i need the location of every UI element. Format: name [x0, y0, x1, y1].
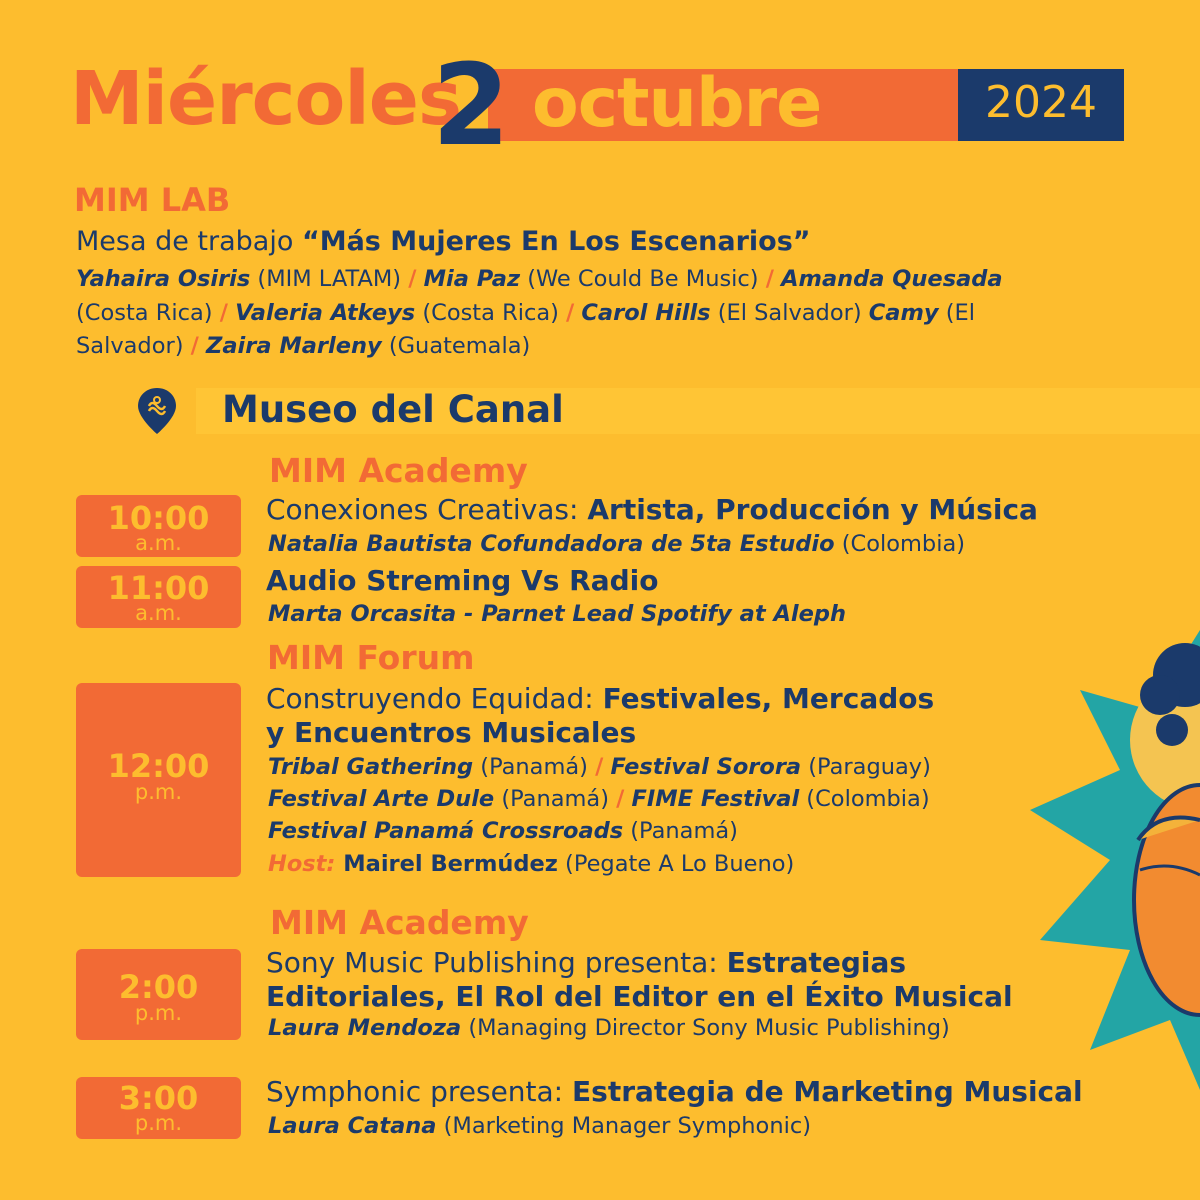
day-name: Miércoles	[70, 56, 461, 142]
person-name: Yahaira Osiris	[76, 266, 251, 292]
separator: /	[616, 786, 625, 812]
lab-people	[76, 263, 1076, 364]
lab-mesa-title: “Más Mujeres En Los Escenarios”	[301, 226, 811, 257]
person-name: Carol Hills	[581, 299, 711, 326]
host-label: Host:	[268, 851, 336, 877]
separator: /	[408, 266, 417, 292]
festival-name: Festival Panamá Crossroads	[268, 818, 624, 844]
host-line	[268, 848, 794, 881]
festival-line	[268, 815, 738, 848]
session-title	[266, 564, 659, 598]
festival-country: (Paraguay)	[801, 754, 931, 780]
lab-mesa-prefix: Mesa de trabajo	[76, 226, 302, 257]
session-title-bold: Editoriales, El Rol del Editor en el Éxito Musical	[266, 980, 1013, 1013]
festival-name: Tribal Gathering	[268, 754, 474, 780]
session-title-bold: Audio Streming Vs Radio	[266, 564, 659, 597]
illustration-figure-icon	[1000, 620, 1200, 1200]
person-org: (Costa Rica)	[415, 299, 567, 326]
session-title-bold: Festivales, Mercados	[602, 682, 935, 715]
speaker-org: (Marketing Manager Symphonic)	[436, 1113, 811, 1139]
person-name: Camy	[868, 299, 939, 326]
festival-line	[268, 751, 931, 784]
location-pin-icon	[136, 386, 178, 436]
festival-country: (Colombia)	[799, 786, 930, 812]
time-ampm: p.m.	[134, 1001, 183, 1025]
speaker-name: Laura Mendoza	[268, 1015, 462, 1041]
host-org: (Pegate A Lo Bueno)	[557, 851, 795, 877]
session-title-plain: Construyendo Equidad:	[266, 682, 603, 715]
year: 2024	[985, 77, 1097, 128]
section-mim-academy: MIM Academy	[269, 451, 528, 490]
time-ampm: a.m.	[135, 531, 182, 555]
session-title-line2	[266, 716, 636, 750]
person-org: (We Could Be Music)	[520, 266, 766, 292]
person-name: Zaira Marleny	[206, 333, 382, 359]
person-org: (MIM LATAM)	[250, 266, 409, 292]
session-title	[266, 1075, 1083, 1109]
lab-mesa	[76, 226, 811, 258]
session-speaker	[268, 528, 965, 561]
person-org: (El Salvador)	[76, 299, 975, 359]
section-mim-forum: MIM Forum	[267, 638, 475, 677]
person-name: Mia Paz	[423, 266, 521, 292]
separator: /	[765, 266, 774, 292]
session-title	[266, 946, 906, 980]
session-title-plain: Conexiones Creativas:	[266, 493, 588, 526]
festival-country: (Panamá)	[473, 754, 596, 780]
session-title	[266, 493, 1038, 527]
separator: /	[595, 754, 604, 780]
speaker-org: (Colombia)	[834, 531, 966, 557]
host-name: Mairel Bermúdez	[335, 851, 558, 877]
venue-name: Museo del Canal	[222, 388, 564, 431]
session-title-bold: y Encuentros Musicales	[266, 716, 637, 749]
speaker-name: Marta Orcasita - Parnet Lead Spotify at Aleph	[268, 601, 846, 627]
separator: /	[219, 299, 228, 326]
person-name: Valeria Atkeys	[235, 299, 416, 326]
section-mim-academy: MIM Academy	[270, 903, 529, 942]
festival-name: Festival Arte Dule	[268, 786, 495, 812]
time-ampm: p.m.	[134, 1111, 183, 1135]
speaker-org: (Managing Director Sony Music Publishing)	[461, 1015, 950, 1041]
time-label: 12:00	[107, 747, 210, 785]
person-org: (Costa Rica)	[76, 299, 220, 326]
festival-name: Festival Sorora	[610, 754, 802, 780]
day-number: 2	[432, 41, 506, 171]
session-title	[266, 682, 934, 716]
separator: /	[190, 333, 199, 359]
festival-name: FIME Festival	[631, 786, 800, 812]
session-title-bold: Estrategias	[726, 946, 907, 979]
speaker-name: Natalia Bautista Cofundadora de 5ta Estudio	[268, 531, 835, 557]
session-speaker	[268, 1012, 950, 1045]
festival-country: (Panamá)	[494, 786, 617, 812]
time-label: 11:00	[107, 569, 210, 607]
festival-line	[268, 783, 930, 816]
lab-title: MIM LAB	[74, 181, 231, 219]
time-label: 10:00	[107, 499, 210, 537]
session-title-line2	[266, 980, 1013, 1014]
festival-country: (Panamá)	[623, 818, 738, 844]
session-title-bold: Estrategia de Marketing Musical	[572, 1075, 1083, 1108]
speaker-name: Laura Catana	[268, 1113, 437, 1139]
person-name: Amanda Quesada	[781, 266, 1003, 292]
session-speaker	[268, 1110, 811, 1143]
session-title-plain: Sony Music Publishing presenta:	[266, 946, 727, 979]
time-label: 2:00	[118, 968, 199, 1006]
time-label: 3:00	[118, 1079, 199, 1117]
month-name: octubre	[532, 64, 822, 143]
session-speaker	[268, 598, 846, 631]
session-title-plain: Symphonic presenta:	[266, 1075, 573, 1108]
person-org: (Guatemala)	[381, 333, 531, 359]
time-ampm: p.m.	[134, 780, 183, 804]
separator: /	[566, 299, 575, 326]
time-ampm: a.m.	[135, 601, 182, 625]
person-org: (El Salvador)	[710, 299, 869, 326]
session-title-bold: Artista, Producción y Música	[587, 493, 1038, 526]
